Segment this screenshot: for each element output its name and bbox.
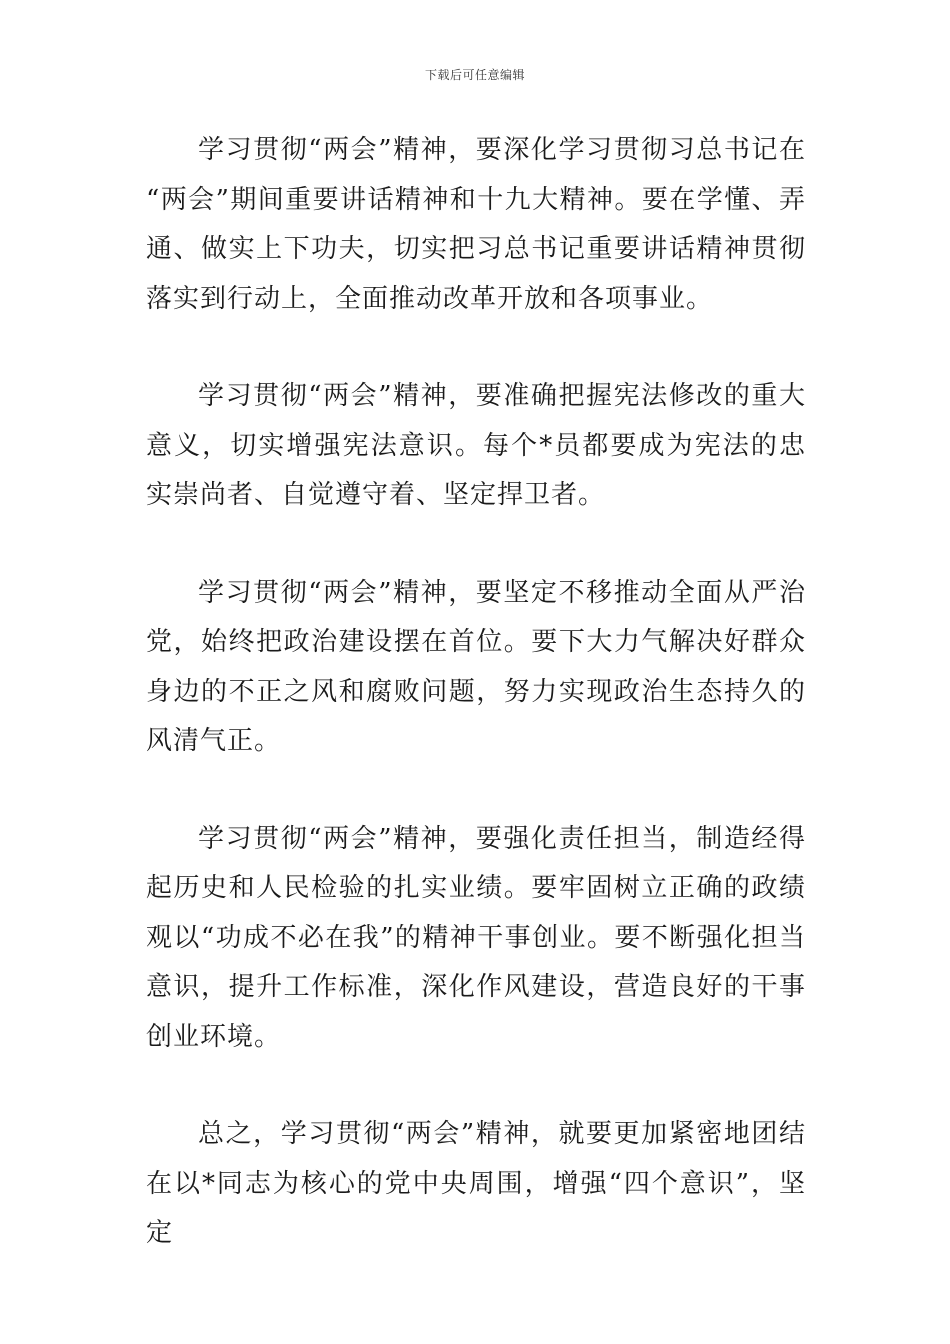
paragraph-3: 学习贯彻“两会”精神，要坚定不移推动全面从严治党，始终把政治建设摆在首位。要下大力气解决好群众身边的不正之风和腐败问题，努力实现政治生态持久的风清气正。 xyxy=(146,577,806,756)
paragraph-2: 学习贯彻“两会”精神，要准确把握宪法修改的重大意义，切实增强宪法意识。每个*员都要成为宪法的忠实崇尚者、自觉遵守着、坚定捍卫者。 xyxy=(146,381,806,510)
paragraph-1: 学习贯彻“两会”精神，要深化学习贯彻习总书记在“两会”期间重要讲话精神和十九大精神。要在学懂、弄通、做实上下功夫，切实把习总书记重要讲话精神贯彻落实到行动上，全面推动改革开放和各项事业。 xyxy=(146,135,806,314)
paragraph-5: 总之，学习贯彻“两会”精神，就要更加紧密地团结在以*同志为核心的党中央周围，增强“四个意识”，坚定 xyxy=(146,1119,806,1248)
document-body xyxy=(146,126,806,1307)
page-header: 下载后可任意编辑 xyxy=(424,68,525,82)
paragraph-4: 学习贯彻“两会”精神，要强化责任担当，制造经得起历史和人民检验的扎实业绩。要牢固树立正确的政绩观以“功成不必在我”的精神干事创业。要不断强化担当意识，提升工作标准，深化作风建设，营造良好的干事创业环境。 xyxy=(146,823,806,1052)
